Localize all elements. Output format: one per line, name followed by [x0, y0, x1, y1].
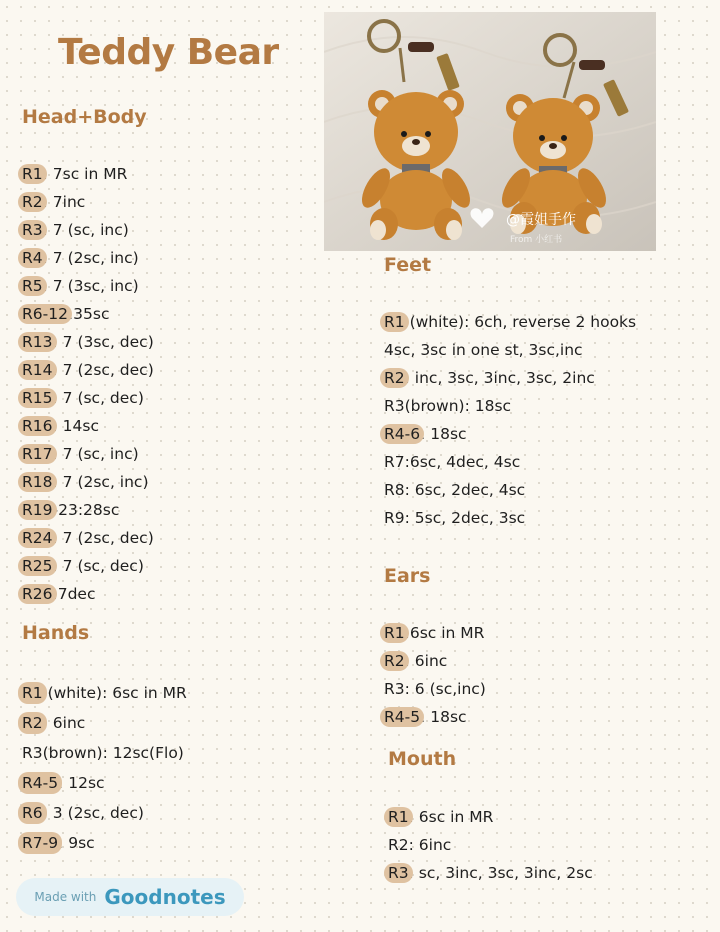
instruction-row [22, 160, 154, 188]
heading-mouth: Mouth [388, 748, 457, 770]
round-tag: R2 [22, 188, 43, 216]
instruction-text: : 7 (2sc, inc) [52, 473, 149, 491]
instruction-text: R2: 6inc [388, 836, 452, 854]
instruction-row [22, 300, 154, 328]
ears-rows [384, 619, 486, 731]
instruction-text: : 7 (2sc, dec) [52, 529, 154, 547]
instruction-row [384, 420, 636, 448]
round-tag: R6 [22, 798, 43, 828]
head-body-rows [22, 160, 154, 608]
instruction-text: : 7 (2sc, inc) [42, 249, 139, 267]
instruction-text: : 7 (3sc, dec) [52, 333, 154, 351]
instruction-text: R8: 6sc, 2dec, 4sc [384, 481, 526, 499]
instruction-row [384, 504, 636, 532]
heading-feet: Feet [384, 254, 432, 276]
instruction-text: : 7 (2sc, dec) [52, 361, 154, 379]
round-tag: R3 [388, 859, 409, 887]
instruction-text: : 18sc [420, 425, 467, 443]
round-tag: R2 [384, 364, 405, 392]
instruction-row [384, 675, 486, 703]
instruction-row [22, 384, 154, 412]
instruction-text: R3: 6 (sc,inc) [384, 680, 486, 698]
instruction-row [384, 308, 636, 336]
instruction-row [384, 476, 636, 504]
round-tag: R7-9 [22, 828, 58, 858]
instruction-row [22, 468, 154, 496]
mouth-rows [388, 803, 593, 887]
round-tag: R1 [22, 160, 43, 188]
instruction-text: : 7 (3sc, inc) [42, 277, 139, 295]
heading-hands: Hands [22, 622, 90, 644]
instruction-row [22, 708, 187, 738]
instruction-row [388, 859, 593, 887]
instruction-text: : 14sc [52, 417, 99, 435]
instruction-text: : 7sc in MR [42, 165, 128, 183]
instruction-text: : 6sc in MR [408, 808, 494, 826]
instruction-row [22, 216, 154, 244]
instruction-row [22, 524, 154, 552]
instruction-row [22, 798, 187, 828]
instruction-text: R7:6sc, 4dec, 4sc [384, 453, 521, 471]
instruction-text: : 7 (sc, inc) [42, 221, 129, 239]
round-tag: R25 [22, 552, 53, 580]
round-tag: R1 [384, 619, 405, 647]
round-tag: R13 [22, 328, 53, 356]
instruction-text: : 3 (2sc, dec) [42, 804, 144, 822]
page-title: Teddy Bear [58, 32, 279, 73]
round-tag: R15 [22, 384, 53, 412]
instruction-row [22, 738, 187, 768]
instruction-text: R3(brown): 18sc [384, 397, 512, 415]
instruction-row [384, 448, 636, 476]
instruction-row [22, 496, 154, 524]
made-with-label: Made with [34, 890, 97, 904]
instruction-text: 4sc, 3sc in one st, 3sc,inc [384, 341, 583, 359]
instruction-row [22, 768, 187, 798]
instruction-text: :6sc in MR [404, 624, 485, 642]
instruction-row [384, 703, 486, 731]
instruction-text: : 12sc [58, 774, 105, 792]
round-tag: R1 [22, 678, 43, 708]
instruction-row [384, 392, 636, 420]
instruction-row [22, 244, 154, 272]
instruction-row [22, 552, 154, 580]
round-tag: R6-12 [22, 300, 68, 328]
round-tag: R4-5 [384, 703, 420, 731]
instruction-row [22, 440, 154, 468]
instruction-row [388, 831, 593, 859]
round-tag: R4 [22, 244, 43, 272]
instruction-text: : 6inc [42, 714, 86, 732]
round-tag: R4-6 [384, 420, 420, 448]
heading-ears: Ears [384, 565, 431, 587]
instruction-text: : 7inc [42, 193, 86, 211]
teddy-bear-photo [324, 12, 656, 251]
instruction-text: R3(brown): 12sc(Flo) [22, 744, 184, 762]
instruction-text: : sc, 3inc, 3sc, 3inc, 2sc [408, 864, 593, 882]
round-tag: R19 [22, 496, 53, 524]
instruction-row [22, 356, 154, 384]
round-tag: R2 [22, 708, 43, 738]
instruction-row [22, 580, 154, 608]
round-tag: R2 [384, 647, 405, 675]
goodnotes-badge[interactable] [16, 878, 244, 916]
round-tag: R5 [22, 272, 43, 300]
instruction-text: (white): 6sc in MR [42, 684, 187, 702]
heading-head-body: Head+Body [22, 106, 147, 128]
instruction-text: : 7 (sc, inc) [52, 445, 139, 463]
round-tag: R18 [22, 468, 53, 496]
feet-rows [384, 308, 636, 532]
instruction-row [384, 619, 486, 647]
instruction-row [22, 678, 187, 708]
watermark-text: @霞姐手作 [506, 212, 576, 228]
round-tag: R4-5 [22, 768, 58, 798]
instruction-text: : inc, 3sc, 3inc, 3sc, 2inc [404, 369, 595, 387]
instruction-row [384, 336, 636, 364]
instruction-text: -23:28sc [52, 501, 120, 519]
instruction-text: :7dec [52, 585, 96, 603]
goodnotes-brand: Goodnotes [104, 885, 226, 909]
round-tag: R1 [388, 803, 409, 831]
round-tag: R3 [22, 216, 43, 244]
instruction-text: : 6inc [404, 652, 448, 670]
round-tag: R1 [384, 308, 405, 336]
instruction-row [22, 188, 154, 216]
instruction-row [388, 803, 593, 831]
round-tag: R17 [22, 440, 53, 468]
instruction-text: : 18sc [420, 708, 467, 726]
watermark-source: From 小红书 [510, 235, 563, 245]
instruction-text: : 7 (sc, dec) [52, 557, 144, 575]
instruction-row [22, 272, 154, 300]
instruction-row [384, 647, 486, 675]
instruction-row [22, 328, 154, 356]
instruction-text: (white): 6ch, reverse 2 hooks [404, 313, 637, 331]
round-tag: R14 [22, 356, 53, 384]
instruction-text: : 7 (sc, dec) [52, 389, 144, 407]
round-tag: R26 [22, 580, 53, 608]
instruction-row [384, 364, 636, 392]
round-tag: R24 [22, 524, 53, 552]
instruction-text: : 9sc [58, 834, 95, 852]
instruction-row [22, 412, 154, 440]
instruction-text: :35sc [67, 305, 110, 323]
round-tag: R16 [22, 412, 53, 440]
instruction-text: R9: 5sc, 2dec, 3sc [384, 509, 526, 527]
hands-rows [22, 678, 187, 858]
instruction-row [22, 828, 187, 858]
